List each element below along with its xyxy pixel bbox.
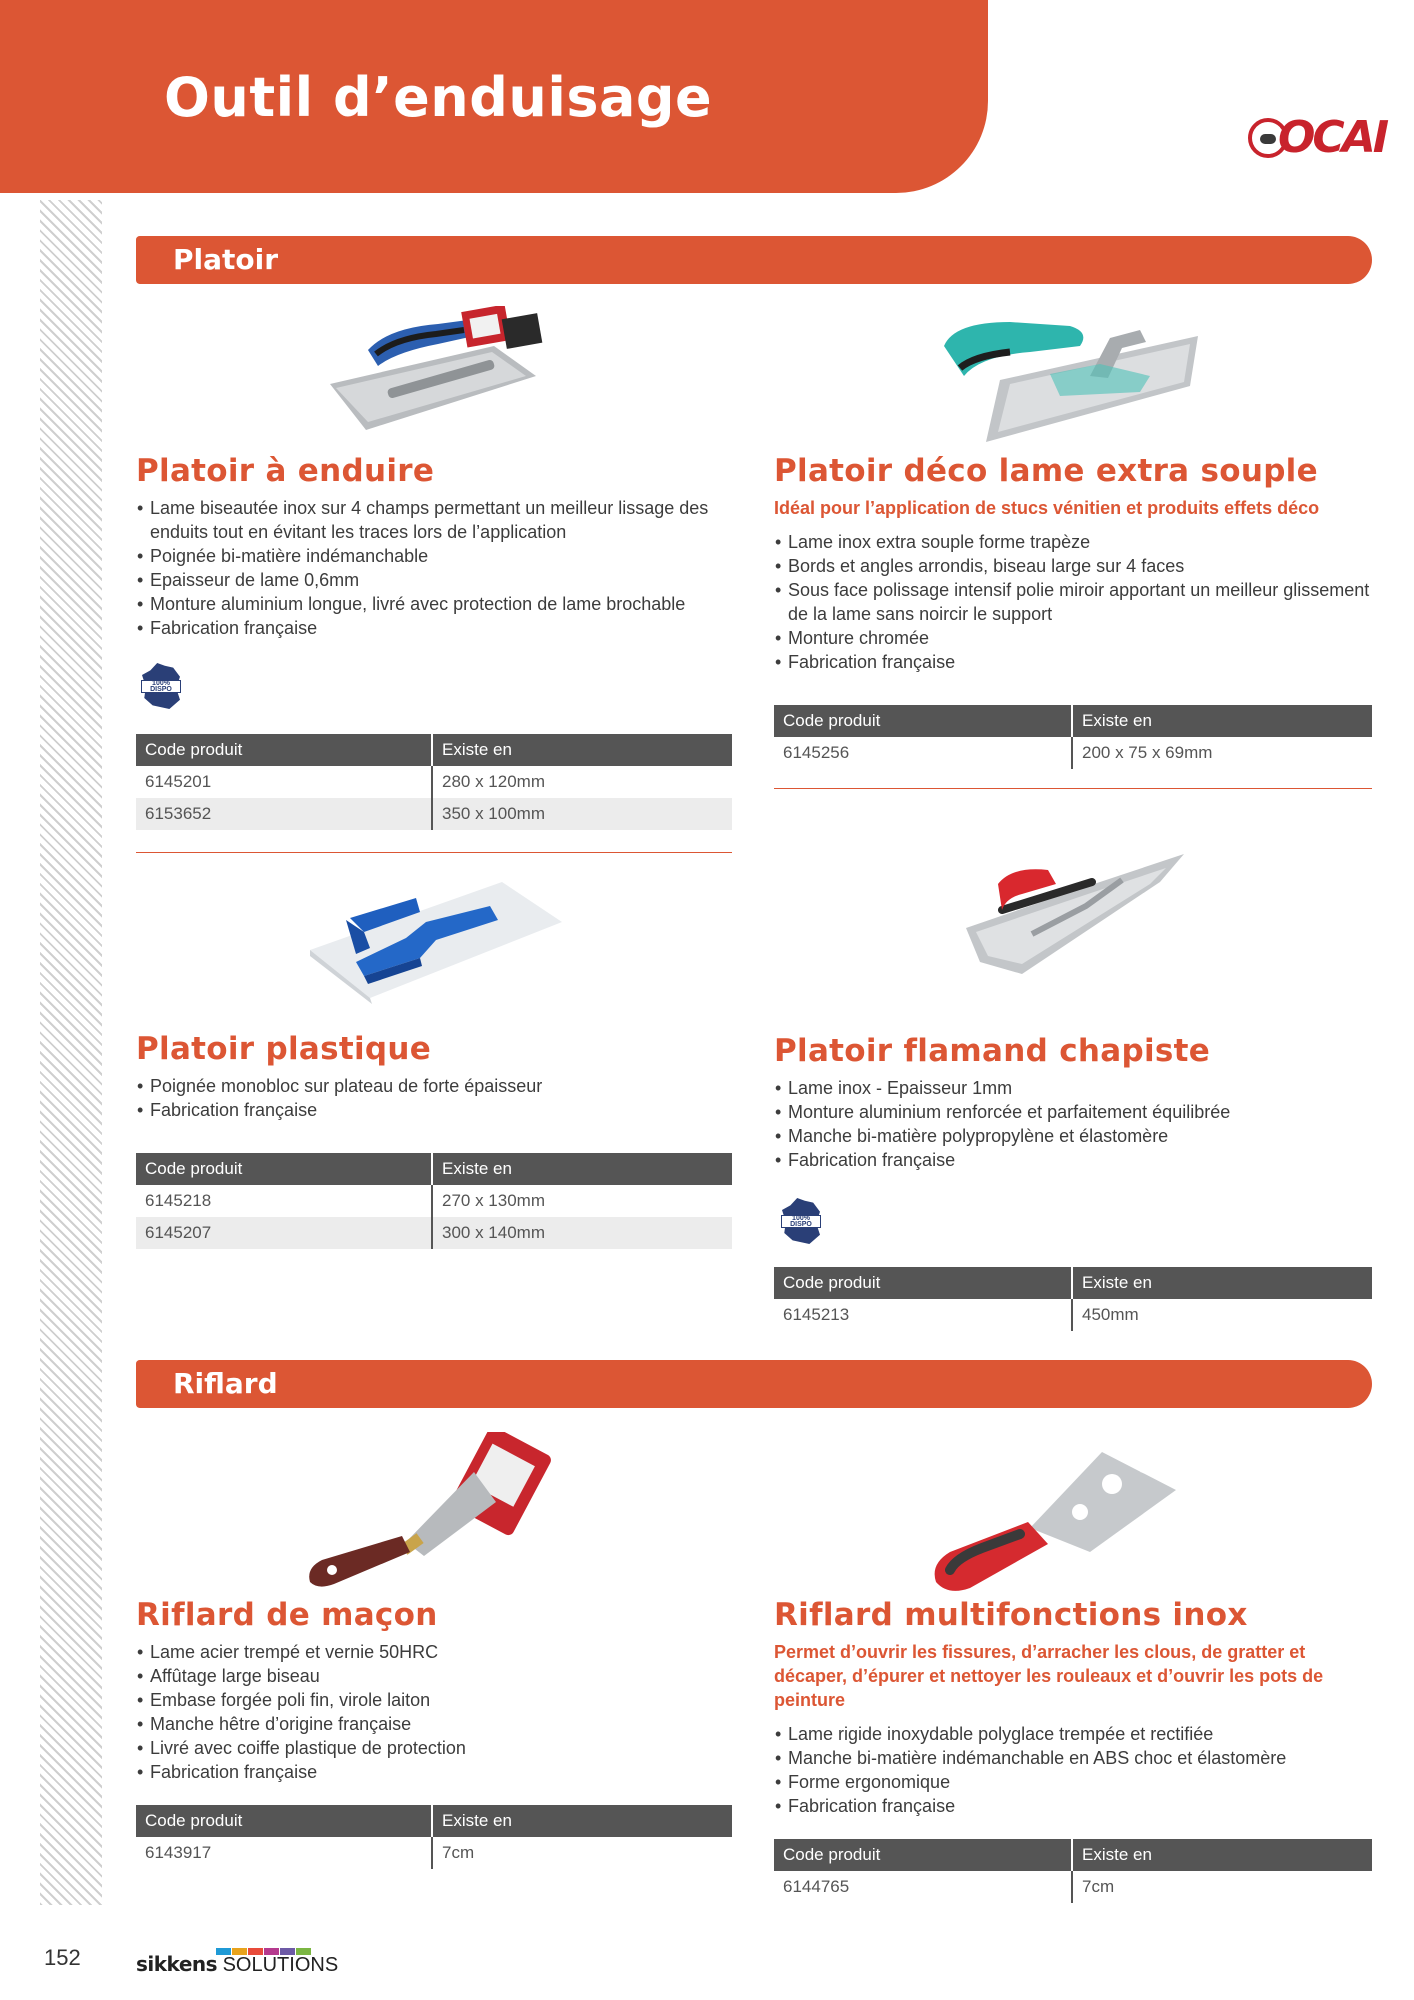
feature-item: • Poignée bi-matière indémanchable xyxy=(136,544,736,568)
cell-code: 6145213 xyxy=(774,1299,1072,1331)
table-row xyxy=(774,1299,1372,1331)
cell-size: 7cm xyxy=(1082,1877,1115,1896)
feature-item: • Lame rigide inoxydable polyglace trempée et rectifiée xyxy=(774,1722,1374,1746)
feature-item: • Epaisseur de lame 0,6mm xyxy=(136,568,736,592)
header-code: Code produit xyxy=(136,734,432,766)
product-table xyxy=(136,1805,732,1869)
product-table xyxy=(136,734,732,830)
feature-item: • Fabrication française xyxy=(136,1098,736,1122)
feature-item: • Lame acier trempé et vernie 50HRC xyxy=(136,1640,736,1664)
product-platoir-plastique xyxy=(136,1030,736,1122)
cell-size: 450mm xyxy=(1082,1305,1139,1324)
feature-item: • Sous face polissage intensif polie miroir apportant un meilleur glissement de la lame sans noircir le support xyxy=(774,578,1374,626)
product-table xyxy=(136,1153,732,1249)
cell-size: 300 x 140mm xyxy=(432,1217,732,1249)
feature-item: • Fabrication française xyxy=(774,650,1374,674)
feature-list xyxy=(136,1640,736,1784)
ocai-logo xyxy=(1248,112,1387,164)
feature-item: • Lame biseautée inox sur 4 champs permettant un meilleur lissage des enduits tout en évitant les traces lors de l’application xyxy=(136,496,736,544)
divider-rule xyxy=(774,788,1372,789)
cell-size: 280 x 120mm xyxy=(442,772,545,791)
feature-item: • Affûtage large biseau xyxy=(136,1664,736,1688)
cell-size: 270 x 130mm xyxy=(442,1191,545,1210)
cell-size: 200 x 75 x 69mm xyxy=(1082,743,1213,762)
product-riflard-de-macon xyxy=(136,1596,736,1784)
feature-item: • Fabrication française xyxy=(774,1148,1374,1172)
cell-code: 6145201 xyxy=(136,766,432,798)
feature-item: • Lame inox - Epaisseur 1mm xyxy=(774,1076,1374,1100)
feature-item: • Livré avec coiffe plastique de protection xyxy=(136,1736,736,1760)
cell-code: 6145218 xyxy=(136,1185,432,1217)
feature-item: • Fabrication française xyxy=(136,616,736,640)
feature-item: • Manche bi-matière polypropylène et élastomère xyxy=(774,1124,1374,1148)
feature-item: • Monture aluminium longue, livré avec protection de lame brochable xyxy=(136,592,736,616)
flemish-trowel-image xyxy=(962,850,1188,990)
france-dispo-badge xyxy=(138,663,184,709)
feature-item: • Monture aluminium renforcée et parfaitement équilibrée xyxy=(774,1100,1374,1124)
header-size: Existe en xyxy=(432,734,732,766)
feature-item: • Monture chromée xyxy=(774,626,1374,650)
badge-label: 100% DISPO xyxy=(781,1215,821,1228)
product-table xyxy=(774,1267,1372,1331)
cell-size: 350 x 100mm xyxy=(432,798,732,830)
section-title: Platoir xyxy=(173,243,279,276)
france-dispo-badge xyxy=(778,1198,824,1244)
product-intro: Permet d’ouvrir les fissures, d’arracher les clous, de gratter et décaper, d’épurer et nettoyer les rouleaux et d’ouvrir les pots de peinture xyxy=(774,1642,1324,1710)
product-title: Platoir plastique xyxy=(136,1031,432,1067)
brand-wordmark: sikkens SOLUTIONS xyxy=(136,1952,339,1976)
product-title: Platoir flamand chapiste xyxy=(774,1033,1211,1069)
feature-item: • Embase forgée poli fin, virole laiton xyxy=(136,1688,736,1712)
product-table xyxy=(774,1839,1372,1903)
product-platoir-deco xyxy=(774,452,1374,674)
decorative-hatch-strip xyxy=(40,0,102,1905)
brand-color-strip xyxy=(216,1942,328,1949)
badge-label: 100% DISPO xyxy=(141,680,181,693)
cell-code: 6145256 xyxy=(774,737,1072,769)
header-size: Existe en xyxy=(1072,705,1372,737)
ocai-logo-text: OCAI xyxy=(1278,112,1387,163)
header-code: Code produit xyxy=(774,705,1072,737)
feature-list xyxy=(774,1076,1374,1172)
feature-item: • Forme ergonomique xyxy=(774,1770,1374,1794)
feature-list xyxy=(136,496,736,640)
cell-size: 7cm xyxy=(442,1843,475,1862)
header-code: Code produit xyxy=(136,1805,432,1837)
product-riflard-multifonctions xyxy=(774,1596,1374,1818)
table-row xyxy=(136,766,732,798)
feature-item: • Bords et angles arrondis, biseau large sur 4 faces xyxy=(774,554,1374,578)
plastic-trowel-image xyxy=(306,878,566,1022)
table-row xyxy=(774,1871,1372,1903)
multitool-image xyxy=(930,1432,1180,1592)
page-header xyxy=(0,0,988,193)
product-platoir-a-enduire xyxy=(136,452,736,640)
trowel-image xyxy=(326,306,546,446)
feature-item: • Poignée monobloc sur plateau de forte épaisseur xyxy=(136,1074,736,1098)
feature-item: • Lame inox extra souple forme trapèze xyxy=(774,530,1374,554)
header-size: Existe en xyxy=(1072,1267,1372,1299)
cell-code: 6144765 xyxy=(774,1871,1072,1903)
section-title: Riflard xyxy=(173,1367,278,1400)
cell-code: 6143917 xyxy=(136,1837,432,1869)
page-title: Outil d’enduisage xyxy=(164,66,713,129)
feature-list xyxy=(136,1074,736,1122)
product-title: Platoir à enduire xyxy=(136,453,435,489)
header-code: Code produit xyxy=(774,1267,1072,1299)
header-code: Code produit xyxy=(136,1153,432,1185)
product-table xyxy=(774,705,1372,769)
cell-code: 6153652 xyxy=(136,798,432,830)
table-row xyxy=(774,737,1372,769)
section-bar-platoir xyxy=(136,236,1372,284)
table-row xyxy=(136,798,732,830)
feature-list xyxy=(774,530,1374,674)
section-bar-riflard xyxy=(136,1360,1372,1408)
product-title: Platoir déco lame extra souple xyxy=(774,453,1318,489)
header-size: Existe en xyxy=(1072,1839,1372,1871)
feature-item: • Manche hêtre d’origine française xyxy=(136,1712,736,1736)
product-platoir-flamand xyxy=(774,1032,1374,1172)
header-size: Existe en xyxy=(432,1805,732,1837)
header-size: Existe en xyxy=(432,1153,732,1185)
feature-item: • Manche bi-matière indémanchable en ABS choc et élastomère xyxy=(774,1746,1374,1770)
page-number: 152 xyxy=(44,1945,81,1970)
product-title: Riflard multifonctions inox xyxy=(774,1597,1248,1633)
putty-knife-image xyxy=(306,1432,566,1592)
feature-item: • Fabrication française xyxy=(136,1760,736,1784)
table-row xyxy=(136,1217,732,1249)
product-intro: Idéal pour l’application de stucs vénitien et produits effets déco xyxy=(774,498,1320,518)
table-row xyxy=(136,1185,732,1217)
feature-item: • Fabrication française xyxy=(774,1794,1374,1818)
product-title: Riflard de maçon xyxy=(136,1597,438,1633)
deco-trowel-image xyxy=(940,316,1200,446)
cell-code: 6145207 xyxy=(136,1217,432,1249)
divider-rule xyxy=(136,852,732,853)
header-code: Code produit xyxy=(774,1839,1072,1871)
feature-list xyxy=(774,1722,1374,1818)
table-row xyxy=(136,1837,732,1869)
